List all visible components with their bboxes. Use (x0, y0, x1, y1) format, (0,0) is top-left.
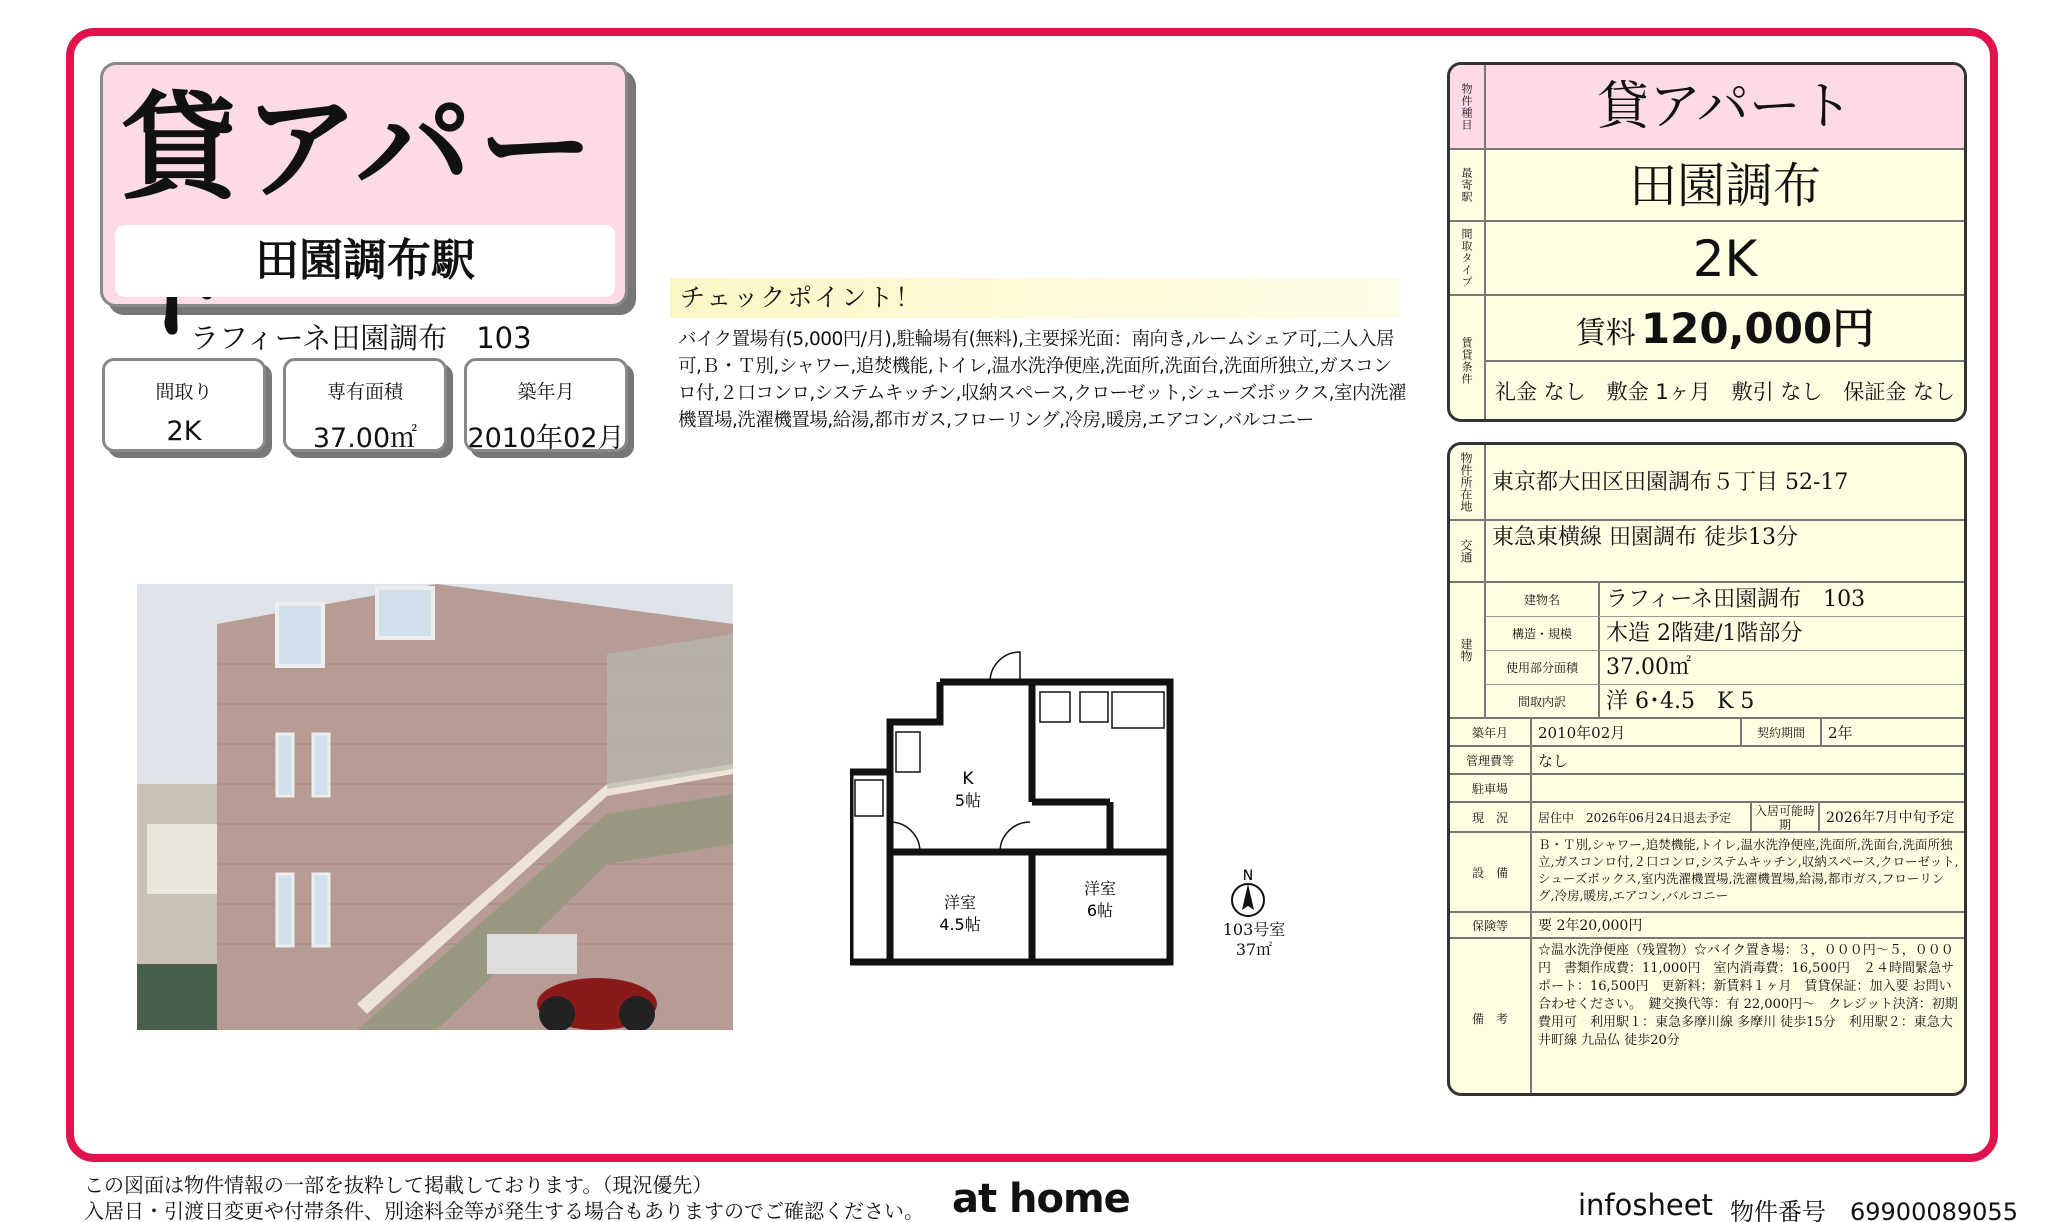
spec-built (464, 358, 628, 452)
structure-row (1486, 617, 1964, 651)
rent-line (1486, 296, 1964, 362)
insurance-label: 保険等 (1450, 913, 1532, 937)
rent-conditions: 礼金 なし 敷金 1ヶ月 敷引 なし 保証金 なし (1494, 380, 1956, 404)
structure-value: 木造 2階建/1階部分 (1606, 621, 1803, 646)
spec-area (283, 358, 447, 452)
bname-value: ラフィーネ田園調布 103 (1606, 587, 1866, 612)
transport-label: 交通 (1450, 521, 1486, 581)
kitchen-label: K (962, 769, 974, 789)
summary-type: 貸アパート (1597, 77, 1853, 137)
summary-layout-label: 間取タイプ (1450, 222, 1486, 294)
summary-row-station (1450, 150, 1964, 222)
row-insurance (1450, 913, 1964, 939)
room1-size: 4.5帖 (939, 915, 981, 934)
status-value: 居住中 2026年06月24日退去予定 (1532, 803, 1752, 831)
movein-value: 2026年7月中旬予定 (1826, 810, 1955, 826)
summary-row-type (1450, 65, 1964, 150)
row-building (1450, 583, 1964, 719)
mgmt-label: 管理費等 (1450, 747, 1532, 773)
building-label: 建物 (1450, 583, 1486, 717)
checkpoint-text: バイク置場有(5,000円/月),駐輪場有(無料),主要採光面：南向き,ルームシェア可,二人入居可,Ｂ・Ｔ別,シャワー,追焚機能,トイレ,温水洗浄便座,洗面所,洗面台,洗面所独立,ガスコンロ付,２口コンロ,システムキッチン,収納スペース,クローゼット,シューズボックス,室内洗濯機置場,洗濯機置場,給湯,都市ガス,フローリング,冷房,暖房,エアコン,バルコニー (678, 329, 1406, 431)
status-label: 現 況 (1450, 803, 1532, 831)
row-status (1450, 803, 1964, 833)
insurance-value: 要 2年20,000円 (1538, 918, 1643, 934)
row-built (1450, 719, 1964, 747)
summary-row-terms (1450, 296, 1964, 422)
rooms-value: 洋 6･4.5 K 5 (1606, 689, 1755, 714)
station-name: 田園調布駅 (115, 225, 615, 297)
unit-summary (1214, 920, 1294, 960)
kitchen-size: 5帖 (954, 791, 982, 810)
room2-size: 6帖 (1086, 901, 1114, 920)
area-label: 使用部分面積 (1486, 651, 1600, 684)
property-number: 物件番号 69900089055 (1730, 1198, 2018, 1222)
transport-value: 東急東横線 田園調布 徒歩13分 (1492, 525, 1798, 550)
built-label: 築年月 (1450, 719, 1532, 745)
spec-label: 築年月 (517, 381, 575, 403)
parking-value (1532, 775, 1538, 801)
rooms-label: 間取内訳 (1486, 685, 1600, 719)
bname-row (1486, 583, 1964, 617)
spec-layout (102, 358, 266, 452)
disclaimer-line1: この図面は物件情報の一部を抜粋して掲載しております。（現況優先） (84, 1173, 713, 1197)
summary-station: 田園調布 (1628, 158, 1821, 214)
building-photo (137, 584, 733, 1030)
summary-terms-label: 賃貸条件 (1450, 296, 1486, 422)
disclaimer (84, 1172, 924, 1222)
athome-logo: at home (952, 1176, 1130, 1222)
movein-label: 入居可能時期 (1752, 803, 1820, 831)
property-name: ラフィーネ田園調布 103 (190, 321, 532, 355)
listing-type-title: 貸アパー (121, 81, 600, 216)
rent-value: 120,000円 (1640, 304, 1875, 353)
summary-layout: 2K (1692, 230, 1758, 288)
spec-value: 37.00㎡ (312, 423, 418, 454)
details-table (1447, 442, 1967, 1096)
mgmt-value: なし (1538, 752, 1569, 770)
headline-card (100, 62, 628, 307)
row-remarks (1450, 939, 1964, 1096)
checkpoint-heading: チェックポイント！ (670, 278, 1400, 318)
area-row (1486, 651, 1964, 685)
remarks-label: 備 考 (1450, 939, 1532, 1096)
row-equipment (1450, 833, 1964, 913)
rooms-row (1486, 685, 1964, 719)
contract-label: 契約期間 (1742, 719, 1822, 745)
row-transport (1450, 521, 1964, 583)
row-parking (1450, 775, 1964, 803)
spec-value: 2K (166, 416, 202, 447)
summary-type-label: 物件種目 (1450, 65, 1486, 148)
rent-label: 賃料 (1575, 316, 1636, 351)
summary-panel (1447, 62, 1967, 422)
floor-plan (850, 640, 1180, 970)
structure-label: 構造・規模 (1486, 617, 1600, 650)
unit-number: 103号室 (1222, 920, 1286, 939)
room1-label: 洋室 (943, 893, 977, 912)
north-mark: N (1242, 868, 1254, 884)
built-value: 2010年02月 (1532, 719, 1742, 745)
spec-label: 間取り (155, 381, 213, 403)
disclaimer-line2: 入居日・引渡日変更や付帯条件、別途料金等が発生する場合もありますのでご確認ください。 (84, 1199, 924, 1222)
room2-label: 洋室 (1083, 879, 1117, 898)
address-label: 物件所在地 (1450, 445, 1486, 519)
row-mgmt (1450, 747, 1964, 775)
row-address (1450, 445, 1964, 521)
address-value: 東京都大田区田園調布５丁目 52-17 (1492, 470, 1849, 495)
infosheet-label: infosheet (1578, 1188, 1713, 1222)
contract-value: 2年 (1828, 724, 1853, 742)
spec-value: 2010年02月 (467, 423, 625, 454)
summary-row-layout (1450, 222, 1964, 296)
summary-station-label: 最寄駅 (1450, 150, 1486, 220)
area-value: 37.00㎡ (1606, 655, 1691, 680)
bname-label: 建物名 (1486, 583, 1600, 616)
spec-label: 専有面積 (326, 381, 403, 403)
equip-value: Ｂ・Ｔ別,シャワー,追焚機能,トイレ,温水洗浄便座,洗面所,洗面台,洗面所独立,ガスコンロ付,２口コンロ,システムキッチン,収納スペース,クローゼット,シューズボックス,室内洗濯機置場,洗濯機置場,給湯,都市ガス,フローリング,冷房,暖房,エアコン,バルコニー (1538, 837, 1959, 903)
equip-label: 設 備 (1450, 833, 1532, 911)
unit-area: 37㎡ (1235, 940, 1273, 959)
remarks-value: ☆温水洗浄便座（残置物）☆バイク置き場：３，０００円～５，０００円 書類作成費：11,000円 室内消毒費：16,500円 ２４時間緊急サポート：16,500円 更新料：新賃料１ヶ月 賃貸保証：加入要 お問い合わせください。 鍵交換代等：有 22,000円～ クレジット決済：初期費用可 利用駅１：東急多摩川線 多摩川 徒歩15分 利用駅２：東急大井町線 九品仏 徒歩20分 (1538, 943, 1958, 1048)
parking-label: 駐車場 (1450, 775, 1532, 801)
